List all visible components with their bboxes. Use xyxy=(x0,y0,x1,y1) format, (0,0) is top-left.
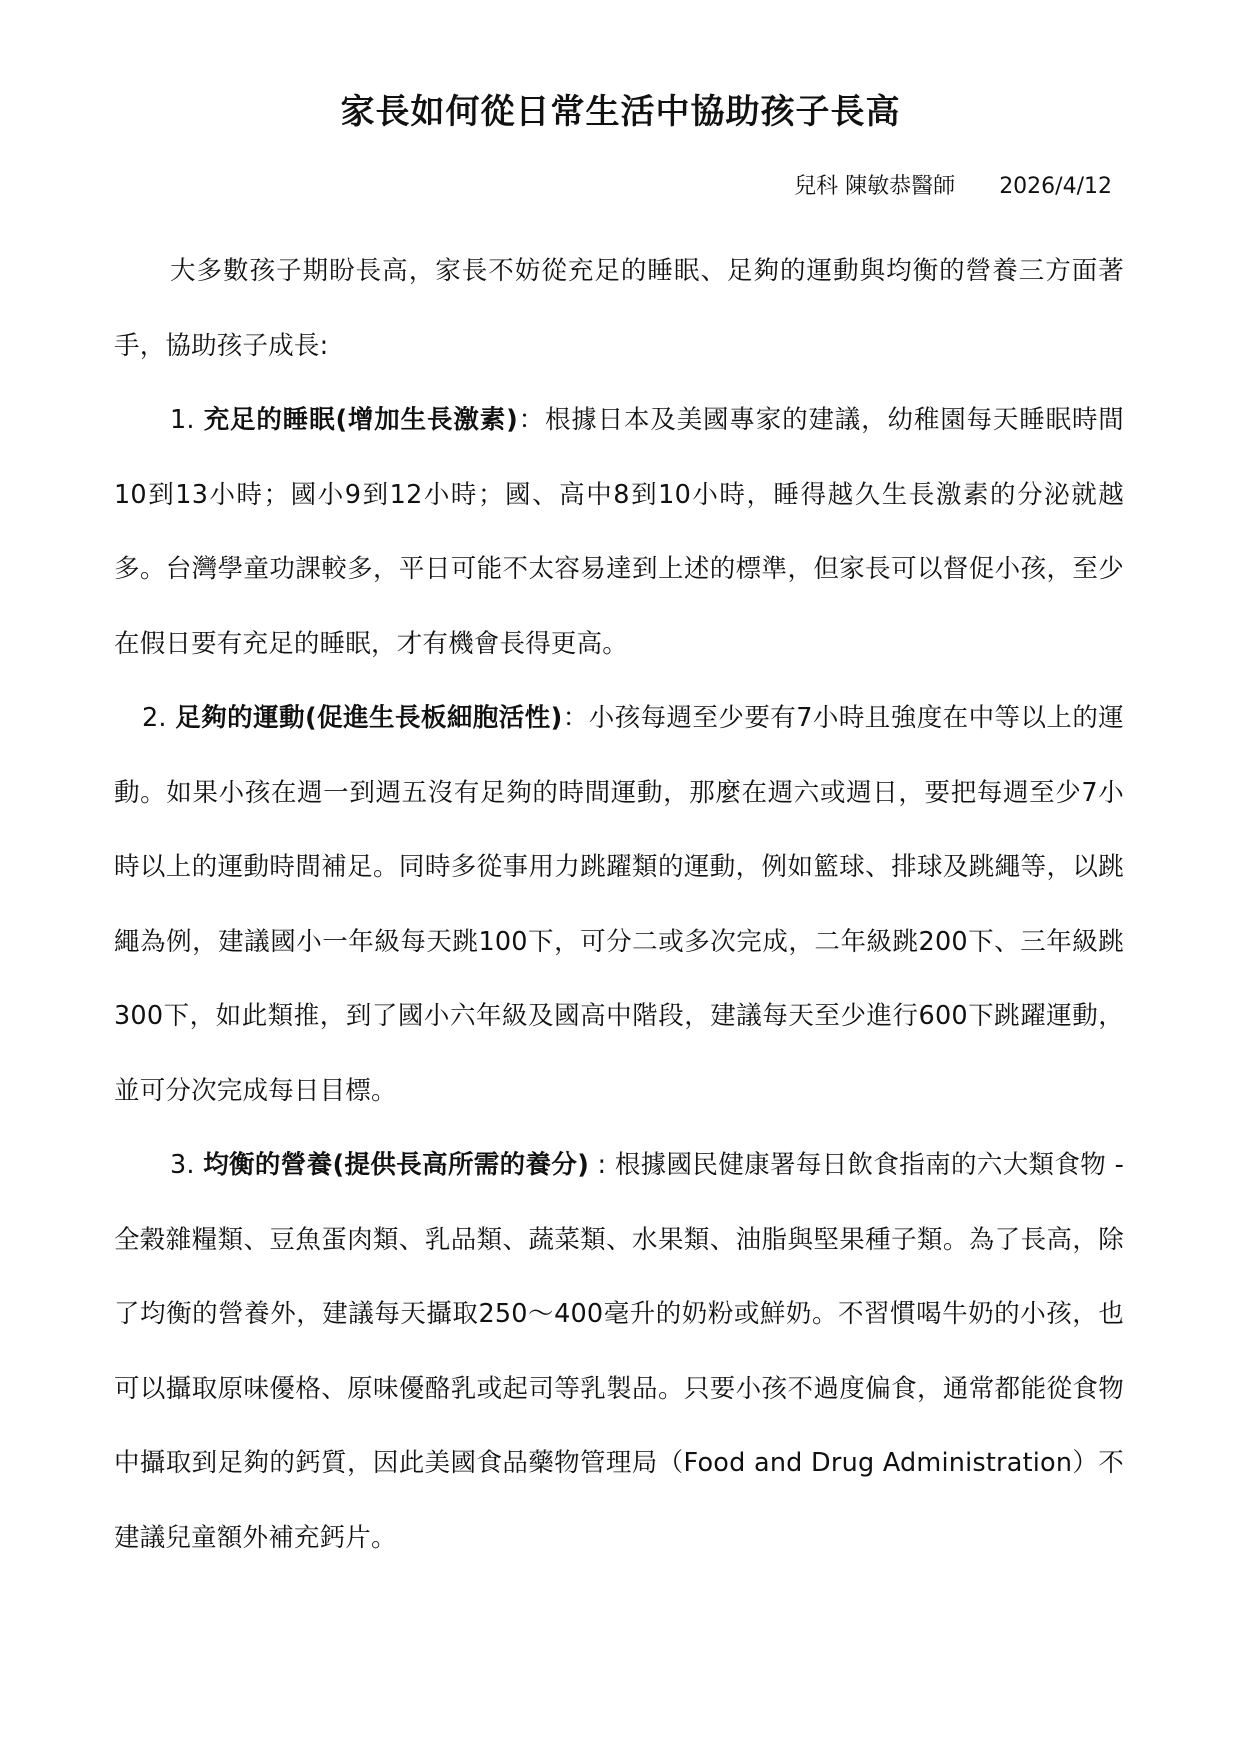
section-separator: : xyxy=(589,1150,615,1180)
section-heading: 足夠的運動(促進生長板細胞活性) xyxy=(175,703,563,733)
section-number: 2. xyxy=(142,703,167,733)
document-body xyxy=(114,234,1124,1575)
section-sleep xyxy=(114,383,1124,681)
byline-department: 兒科 xyxy=(794,174,839,199)
section-heading: 均衡的營養(提供長高所需的養分) xyxy=(203,1150,590,1180)
section-number: 1. xyxy=(170,405,195,435)
section-heading: 充足的睡眠(增加生長激素) xyxy=(203,405,518,435)
section-separator: ： xyxy=(562,703,589,733)
byline-date: 2026/4/12 xyxy=(999,174,1112,199)
section-exercise xyxy=(114,681,1124,1128)
section-text: 小孩每週至少要有7小時且強度在中等以上的運動。如果小孩在週一到週五沒有足夠的時間運動，那麼在週六或週日，要把每週至少7小時以上的運動時間補足。同時多從事用力跳躍類的運動，例如籃球、排球及跳繩等，以跳繩為例，建議國小一年級每天跳100下，可分二或多次完成，二年級跳200下、三年級跳300下，如此類推，到了國小六年級及國高中階段，建議每天至少進行600下跳躍運動，並可分次完成每日目標。 xyxy=(114,703,1125,1106)
section-text: 根據日本及美國專家的建議，幼稚園每天睡眠時間10到13小時；國小9到12小時；國、高中8到10小時，睡得越久生長激素的分泌就越多。台灣學童功課較多，平日可能不太容易達到上述的標準，但家長可以督促小孩，至少在假日要有充足的睡眠，才有機會長得更高。 xyxy=(114,405,1125,659)
byline-author: 陳敏恭醫師 xyxy=(845,174,956,199)
section-number: 3. xyxy=(170,1150,195,1180)
document-title: 家長如何從日常生活中協助孩子長高 xyxy=(340,92,901,132)
intro-paragraph: 大多數孩子期盼長高，家長不妨從充足的睡眠、足夠的運動與均衡的營養三方面著手，協助孩子成長: xyxy=(114,256,1124,361)
section-separator: ： xyxy=(517,405,545,435)
section-nutrition xyxy=(114,1128,1124,1575)
byline xyxy=(794,170,1112,204)
section-text: 根據國民健康署每日飲食指南的六大類食物 - 全穀雜糧類、豆魚蛋肉類、乳品類、蔬菜類、水果類、油脂與堅果種子類。為了長高，除了均衡的營養外，建議每天攝取250～400毫升的奶粉或鮮奶。不習慣喝牛奶的小孩，也可以攝取原味優格、原味優酪乳或起司等乳製品。只要小孩不過度偏食，通常都能從食物中攝取到足夠的鈣質，因此美國食品藥物管理局（Food and Drug Administration）不建議兒童額外補充鈣片。 xyxy=(114,1150,1125,1553)
